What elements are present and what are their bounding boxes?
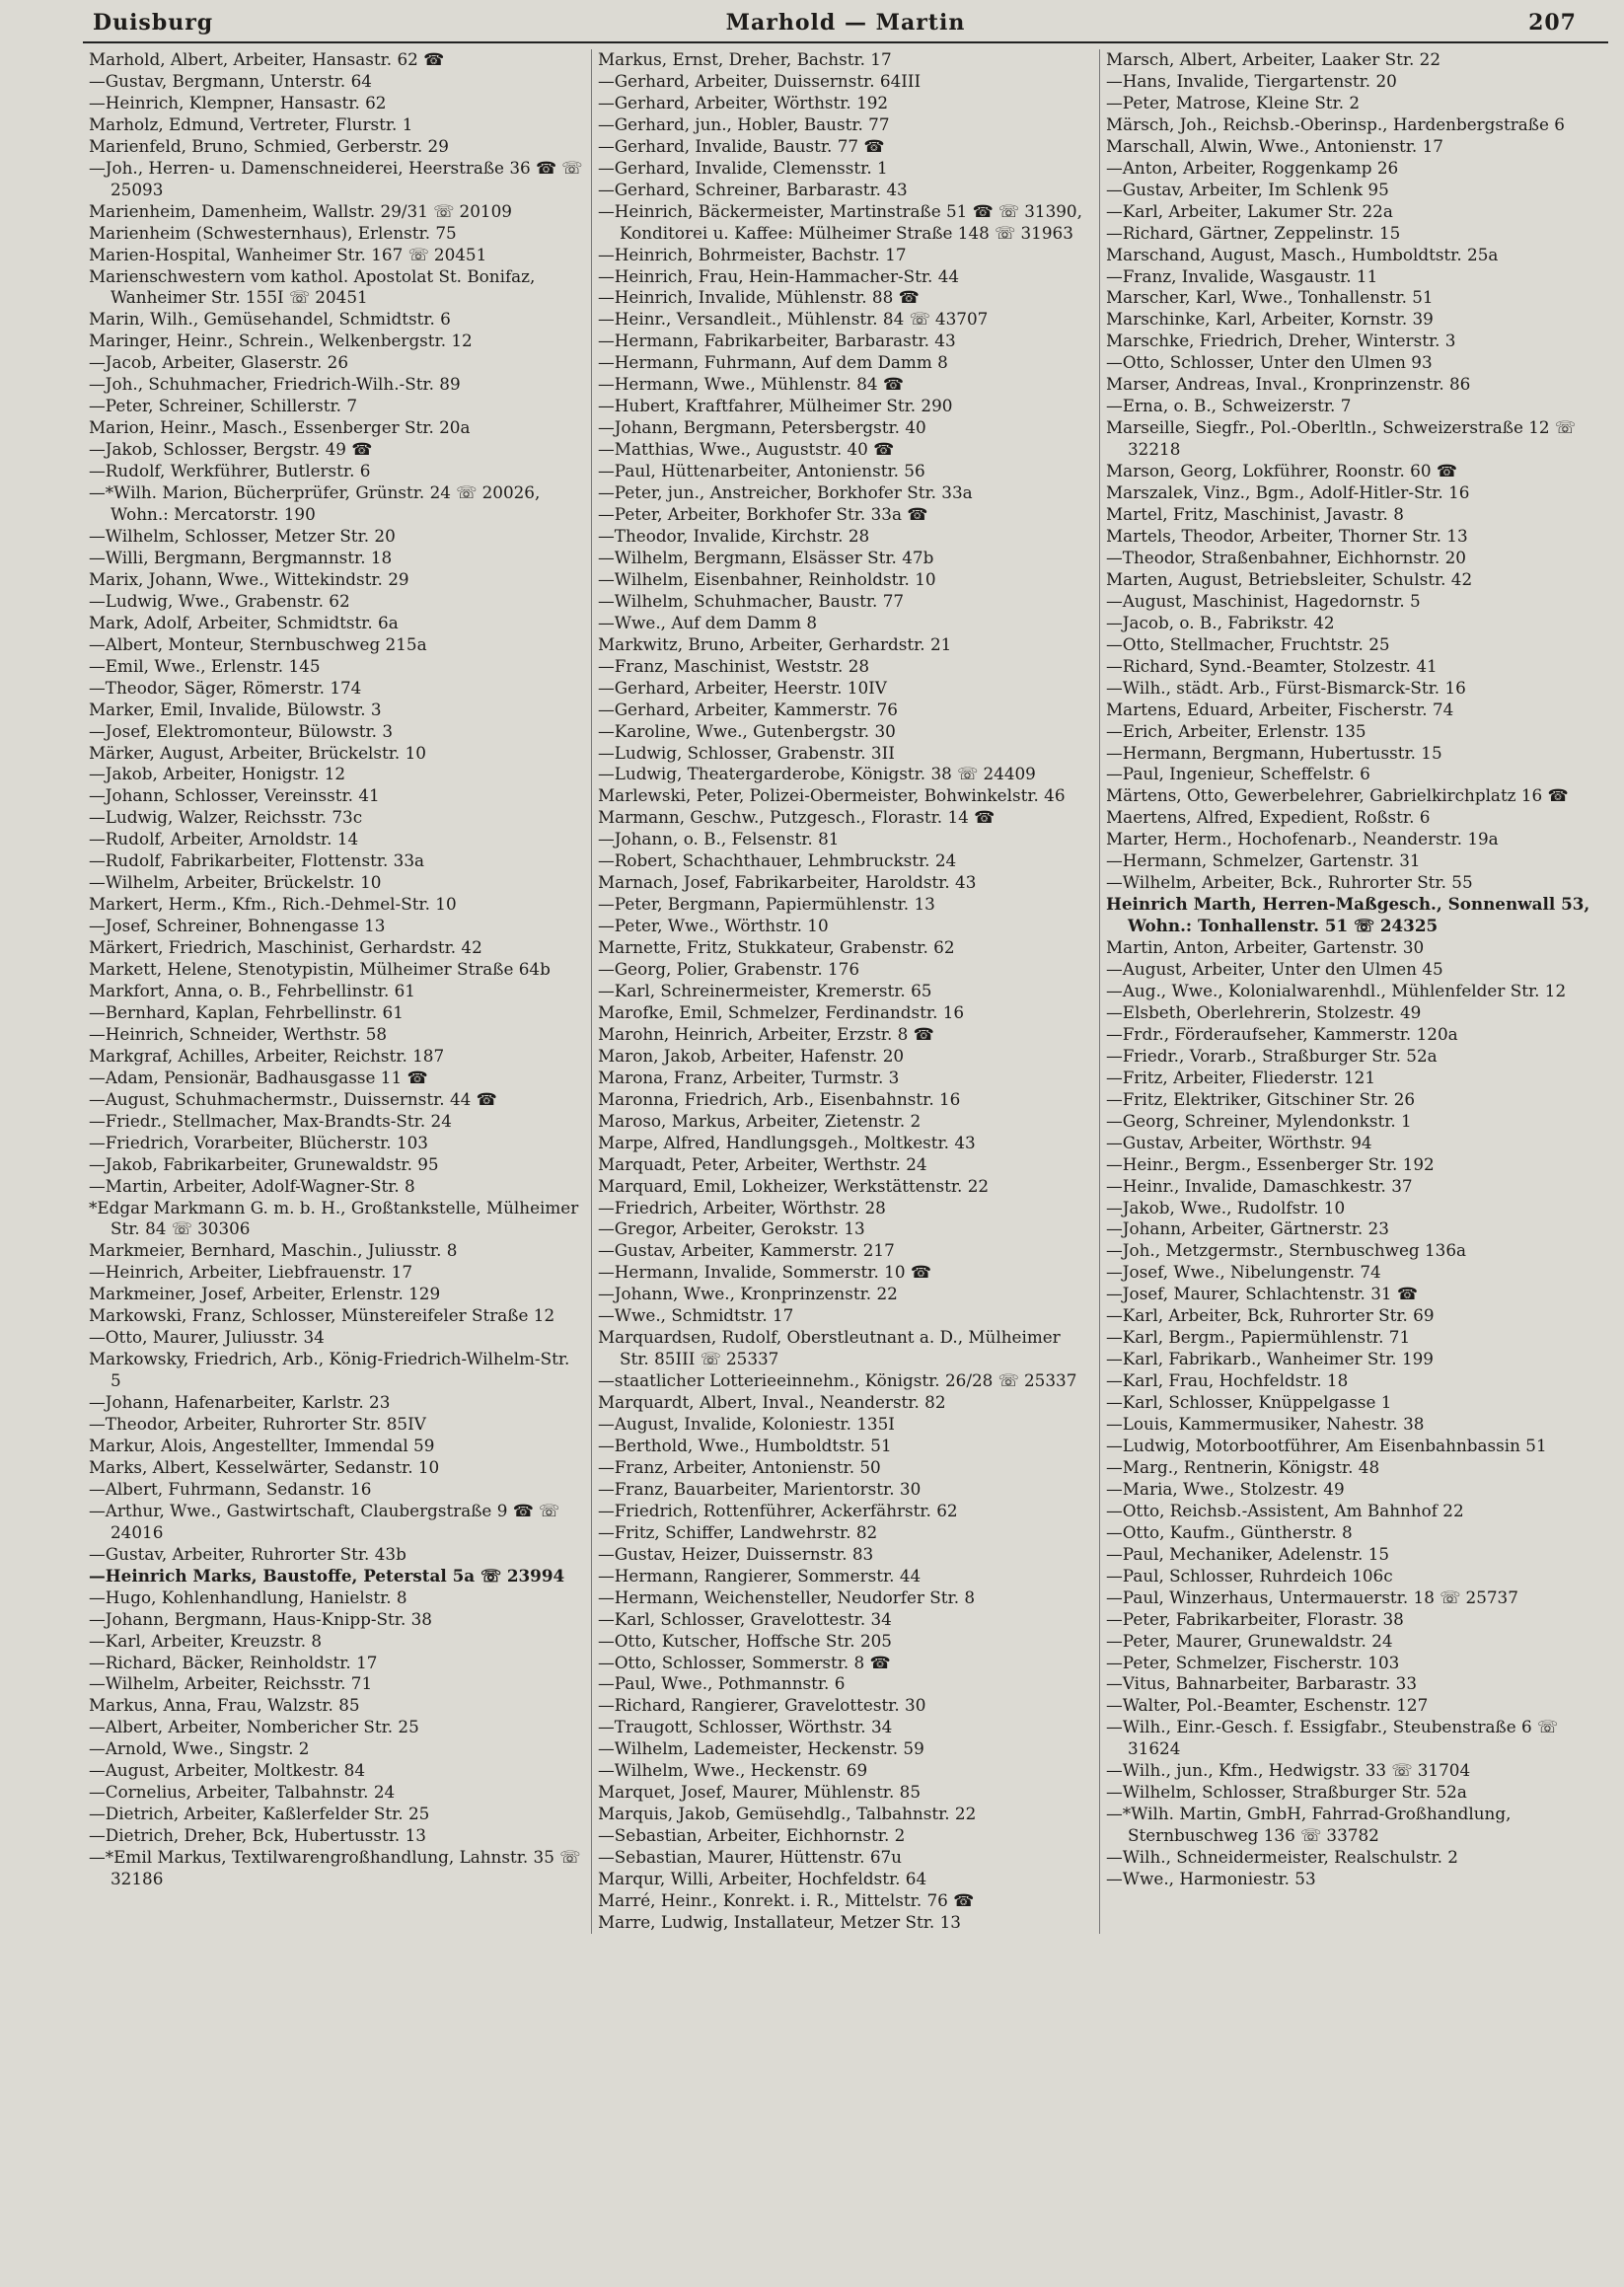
directory-entry: —Peter, jun., Anstreicher, Borkhofer Str. 33a <box>598 482 973 503</box>
directory-entry: —Fritz, Schiffer, Landwehrstr. 82 <box>598 1521 878 1542</box>
directory-entry: —Paul, Wwe., Pothmannstr. 6 <box>598 1673 846 1694</box>
directory-entry: —August, Arbeiter, Unter den Ulmen 45 <box>1106 959 1443 980</box>
directory-entry: —Hans, Invalide, Tiergartenstr. 20 <box>1106 70 1397 91</box>
directory-entry: —*Wilh. Marion, Bücherprüfer, Grünstr. 24 ☏ 20026, Wohn.: Mercatorstr. 190 <box>89 482 541 525</box>
directory-entry: —Johann, Arbeiter, Gärtnerstr. 23 <box>1106 1218 1389 1239</box>
directory-entry: Maroso, Markus, Arbeiter, Zietenstr. 2 <box>598 1110 922 1131</box>
directory-entry: —Joh., Metzgermstr., Sternbuschweg 136a <box>1106 1240 1467 1261</box>
directory-entry: —Ludwig, Wwe., Grabenstr. 62 <box>89 590 350 611</box>
directory-entry: Martin, Anton, Arbeiter, Gartenstr. 30 <box>1106 937 1425 958</box>
directory-entry: —Karl, Frau, Hochfeldstr. 18 <box>1106 1370 1349 1391</box>
directory-entry: —Maria, Wwe., Stolzestr. 49 <box>1106 1478 1345 1499</box>
directory-entry: —*Emil Markus, Textilwarengroßhandlung, Lahnstr. 35 ☏ 32186 <box>89 1847 581 1889</box>
directory-entry: —Josef, Wwe., Nibelungenstr. 74 <box>1106 1262 1381 1283</box>
directory-entry: —Karl, Arbeiter, Bck, Ruhrorter Str. 69 <box>1106 1305 1435 1326</box>
directory-entry: Maringer, Heinr., Schrein., Welkenbergstr. 12 <box>89 331 473 351</box>
directory-entry: —Wwe., Harmoniestr. 53 <box>1106 1869 1316 1889</box>
directory-entry: —Friedr., Vorarb., Straßburger Str. 52a <box>1106 1045 1438 1066</box>
directory-entry: —Otto, Stellmacher, Fruchtstr. 25 <box>1106 633 1390 654</box>
directory-entry: —Peter, Bergmann, Papiermühlenstr. 13 <box>598 894 935 915</box>
directory-entry: Marscher, Karl, Wwe., Tonhallenstr. 51 <box>1106 287 1434 308</box>
directory-entry: —Richard, Rangierer, Gravelottestr. 30 <box>598 1695 926 1716</box>
directory-entry: —Johann, o. B., Felsenstr. 81 <box>598 829 840 849</box>
directory-entry: —Otto, Kutscher, Hoffsche Str. 205 <box>598 1630 892 1651</box>
directory-entry: —Jacob, Arbeiter, Glaserstr. 26 <box>89 352 349 373</box>
directory-entry: —Heinrich, Arbeiter, Liebfrauenstr. 17 <box>89 1262 413 1283</box>
directory-entry: —Adam, Pensionär, Badhausgasse 11 ☎ <box>89 1067 428 1087</box>
page-header <box>83 8 1608 37</box>
directory-entry: —Dietrich, Dreher, Bck, Hubertusstr. 13 <box>89 1825 426 1846</box>
directory-entry: Marion, Heinr., Masch., Essenberger Str. 20a <box>89 417 471 438</box>
directory-entry: —Rudolf, Arbeiter, Arnoldstr. 14 <box>89 829 359 849</box>
directory-entry: Märtens, Otto, Gewerbelehrer, Gabrielkirchplatz 16 ☎ <box>1106 785 1569 806</box>
directory-entry: Marschall, Alwin, Wwe., Antonienstr. 17 <box>1106 135 1443 156</box>
directory-entry: Marszalek, Vinz., Bgm., Adolf-Hitler-Str. 16 <box>1106 482 1470 503</box>
directory-entry: —Hermann, Fuhrmann, Auf dem Damm 8 <box>598 352 948 373</box>
directory-entry: —Joh., Herren- u. Damenschneiderei, Heerstraße 36 ☎ ☏ 25093 <box>89 157 583 199</box>
directory-entry: —Paul, Mechaniker, Adelenstr. 15 <box>1106 1543 1390 1564</box>
directory-entry: —Richard, Synd.-Beamter, Stolzestr. 41 <box>1106 655 1438 676</box>
directory-entry: —Jakob, Schlosser, Bergstr. 49 ☎ <box>89 439 373 460</box>
directory-entry: —Friedrich, Rottenführer, Ackerfährstr. 62 <box>598 1500 958 1520</box>
directory-entry: —Karl, Arbeiter, Kreuzstr. 8 <box>89 1630 323 1651</box>
directory-entry: —Franz, Invalide, Wasgaustr. 11 <box>1106 265 1378 286</box>
directory-entry: Markgraf, Achilles, Arbeiter, Reichstr. 187 <box>89 1045 445 1066</box>
directory-entry: Marnach, Josef, Fabrikarbeiter, Haroldstr. 43 <box>598 872 977 893</box>
directory-entry: —Otto, Schlosser, Unter den Ulmen 93 <box>1106 352 1433 373</box>
directory-entry: —Dietrich, Arbeiter, Kaßlerfelder Str. 25 <box>89 1804 430 1824</box>
directory-entry: Maertens, Alfred, Expedient, Roßstr. 6 <box>1106 807 1431 828</box>
directory-entry: Markmeiner, Josef, Arbeiter, Erlenstr. 129 <box>89 1284 441 1304</box>
directory-entry: —Richard, Bäcker, Reinholdstr. 17 <box>89 1652 378 1672</box>
directory-entry: —Franz, Arbeiter, Antonienstr. 50 <box>598 1456 881 1477</box>
directory-entry: Marker, Emil, Invalide, Bülowstr. 3 <box>89 699 382 719</box>
directory-entry: —Paul, Hüttenarbeiter, Antonienstr. 56 <box>598 461 925 481</box>
directory-entry: —Georg, Polier, Grabenstr. 176 <box>598 959 860 980</box>
directory-entry: —Walter, Pol.-Beamter, Eschenstr. 127 <box>1106 1695 1429 1716</box>
column-3 <box>1099 49 1607 1934</box>
directory-entry: —Gustav, Heizer, Duissernstr. 83 <box>598 1543 874 1564</box>
directory-entry: —Peter, Arbeiter, Borkhofer Str. 33a ☎ <box>598 504 928 525</box>
directory-entry: —Wilhelm, Wwe., Heckenstr. 69 <box>598 1760 868 1781</box>
directory-entry: —Peter, Schreiner, Schillerstr. 7 <box>89 396 358 416</box>
directory-entry: Marien-Hospital, Wanheimer Str. 167 ☏ 20451 <box>89 244 487 264</box>
directory-entry: Marten, August, Betriebsleiter, Schulstr. 42 <box>1106 568 1473 589</box>
directory-entry: Marschinke, Karl, Arbeiter, Kornstr. 39 <box>1106 309 1434 330</box>
directory-entry: —Aug., Wwe., Kolonialwarenhdl., Mühlenfelder Str. 12 <box>1106 980 1567 1000</box>
directory-entry: Märkert, Friedrich, Maschinist, Gerhardstr. 42 <box>89 937 482 958</box>
directory-entry: Markowsky, Friedrich, Arb., König-Friedrich-Wilhelm-Str. 5 <box>89 1349 570 1391</box>
directory-entry: —Karl, Schreinermeister, Kremerstr. 65 <box>598 980 932 1000</box>
directory-entry: —Karoline, Wwe., Gutenbergstr. 30 <box>598 720 896 741</box>
directory-entry: —August, Arbeiter, Moltkestr. 84 <box>89 1760 366 1781</box>
directory-entry: —Heinrich, Bäckermeister, Martinstraße 51 ☎ ☏ 31390, Konditorei u. Kaffee: Mülheimer Straße 148 ☏ 31963 <box>598 200 1082 243</box>
directory-entry: —Cornelius, Arbeiter, Talbahnstr. 24 <box>89 1782 396 1803</box>
directory-entry: Marquardsen, Rudolf, Oberstleutnant a. D., Mülheimer Str. 85III ☏ 25337 <box>598 1327 1061 1369</box>
directory-entry: —Jacob, o. B., Fabrikstr. 42 <box>1106 612 1335 632</box>
directory-entry: Marona, Franz, Arbeiter, Turmstr. 3 <box>598 1067 900 1087</box>
directory-entry: Marqur, Willi, Arbeiter, Hochfeldstr. 64 <box>598 1869 927 1889</box>
directory-entry: —Ludwig, Theatergarderobe, Königstr. 38 ☏ 24409 <box>598 764 1036 784</box>
directory-entry: Marschke, Friedrich, Dreher, Winterstr. 3 <box>1106 331 1456 351</box>
directory-entry: —Arnold, Wwe., Singstr. 2 <box>89 1738 310 1759</box>
directory-entry: —Karl, Arbeiter, Lakumer Str. 22a <box>1106 200 1393 221</box>
directory-entry: —Rudolf, Werkführer, Butlerstr. 6 <box>89 461 371 481</box>
directory-entry: —Berthold, Wwe., Humboldtstr. 51 <box>598 1436 892 1455</box>
directory-entry: —Gerhard, Invalide, Baustr. 77 ☎ <box>598 135 885 156</box>
directory-entry: Maron, Jakob, Arbeiter, Hafenstr. 20 <box>598 1045 905 1066</box>
directory-entry: Märker, August, Arbeiter, Brückelstr. 10 <box>89 742 426 763</box>
directory-entry: Marson, Georg, Lokführer, Roonstr. 60 ☎ <box>1106 461 1457 481</box>
header-city: Duisburg <box>93 10 214 36</box>
directory-entry: —*Wilh. Martin, GmbH, Fahrrad-Großhandlung, Sternbuschweg 136 ☏ 33782 <box>1106 1804 1512 1846</box>
directory-entry: —Johann, Wwe., Kronprinzenstr. 22 <box>598 1284 898 1304</box>
directory-entry: Markwitz, Bruno, Arbeiter, Gerhardstr. 21 <box>598 633 952 654</box>
directory-entry: —Johann, Hafenarbeiter, Karlstr. 23 <box>89 1392 391 1413</box>
directory-entry: Heinrich Marth, Herren-Maßgesch., Sonnenwall 53, Wohn.: Tonhallenstr. 51 ☏ 24325 <box>1106 894 1590 936</box>
directory-entry: Marholz, Edmund, Vertreter, Flurstr. 1 <box>89 113 413 134</box>
directory-entry: —Joh., Schuhmacher, Friedrich-Wilh.-Str. 89 <box>89 374 461 395</box>
directory-entry: —Wilh., städt. Arb., Fürst-Bismarck-Str. 16 <box>1106 677 1466 698</box>
directory-entry: —Johann, Bergmann, Petersbergstr. 40 <box>598 417 926 438</box>
directory-entry: Marter, Herm., Hochofenarb., Neanderstr. 19a <box>1106 829 1499 849</box>
directory-entry: —Frdr., Förderaufseher, Kammerstr. 120a <box>1106 1023 1458 1044</box>
directory-entry: —Friedrich, Arbeiter, Wörthstr. 28 <box>598 1197 886 1217</box>
directory-entry: —Heinrich, Schneider, Werthstr. 58 <box>89 1023 388 1044</box>
directory-entry: Marienfeld, Bruno, Schmied, Gerberstr. 29 <box>89 135 449 156</box>
directory-entry: Marienheim, Damenheim, Wallstr. 29/31 ☏ 20109 <box>89 200 512 221</box>
directory-entry: Marnette, Fritz, Stukkateur, Grabenstr. 62 <box>598 937 955 958</box>
directory-columns <box>83 49 1608 1934</box>
directory-entry: —Karl, Schlosser, Knüppelgasse 1 <box>1106 1392 1392 1413</box>
directory-entry: —Hermann, Wwe., Mühlenstr. 84 ☎ <box>598 374 904 395</box>
directory-entry: —Richard, Gärtner, Zeppelinstr. 15 <box>1106 222 1401 243</box>
directory-entry: —Heinr., Versandleit., Mühlenstr. 84 ☏ 43707 <box>598 309 989 330</box>
directory-entry: Marhold, Albert, Arbeiter, Hansastr. 62 ☎ <box>89 49 445 69</box>
directory-entry: Martens, Eduard, Arbeiter, Fischerstr. 74 <box>1106 699 1454 719</box>
directory-entry: —Heinr., Invalide, Damaschkestr. 37 <box>1106 1175 1413 1196</box>
directory-entry: —Wilhelm, Arbeiter, Brückelstr. 10 <box>89 872 382 893</box>
directory-entry: —Emil, Wwe., Erlenstr. 145 <box>89 655 321 676</box>
directory-entry: Marre, Ludwig, Installateur, Metzer Str. 13 <box>598 1911 961 1932</box>
directory-entry: —Otto, Reichsb.-Assistent, Am Bahnhof 22 <box>1106 1500 1464 1520</box>
directory-entry: Martel, Fritz, Maschinist, Javastr. 8 <box>1106 504 1404 525</box>
directory-entry: —Heinrich, Frau, Hein-Hammacher-Str. 44 <box>598 265 960 286</box>
directory-entry: —Hugo, Kohlenhandlung, Hanielstr. 8 <box>89 1586 407 1607</box>
directory-entry: —Anton, Arbeiter, Roggenkamp 26 <box>1106 157 1399 178</box>
directory-entry: —Elsbeth, Oberlehrerin, Stolzestr. 49 <box>1106 1001 1422 1022</box>
directory-entry: Markert, Herm., Kfm., Rich.-Dehmel-Str. 10 <box>89 894 457 915</box>
directory-entry: Marquard, Emil, Lokheizer, Werkstättenstr. 22 <box>598 1175 990 1196</box>
directory-entry: Markett, Helene, Stenotypistin, Mülheimer Straße 64b <box>89 959 551 980</box>
directory-entry: —Jakob, Arbeiter, Honigstr. 12 <box>89 764 346 784</box>
directory-entry: —Wilhelm, Bergmann, Elsässer Str. 47b <box>598 547 934 567</box>
directory-entry: —Vitus, Bahnarbeiter, Barbarastr. 33 <box>1106 1673 1418 1694</box>
directory-entry: Martels, Theodor, Arbeiter, Thorner Str. 13 <box>1106 525 1468 546</box>
directory-entry: —Albert, Monteur, Sternbuschweg 215a <box>89 633 427 654</box>
directory-entry: —Johann, Bergmann, Haus-Knipp-Str. 38 <box>89 1608 432 1629</box>
directory-entry: —Karl, Schlosser, Gravelottestr. 34 <box>598 1608 892 1629</box>
directory-entry: —Friedr., Stellmacher, Max-Brandts-Str. 24 <box>89 1110 452 1131</box>
directory-entry: —Arthur, Wwe., Gastwirtschaft, Claubergstraße 9 ☎ ☏ 24016 <box>89 1500 559 1542</box>
directory-entry: —Paul, Schlosser, Ruhrdeich 106c <box>1106 1565 1393 1586</box>
header-rule <box>83 41 1608 43</box>
directory-entry: —Gerhard, Invalide, Clemensstr. 1 <box>598 157 888 178</box>
directory-entry: —Theodor, Straßenbahner, Eichhornstr. 20 <box>1106 547 1466 567</box>
directory-entry: Markmeier, Bernhard, Maschin., Juliusstr. 8 <box>89 1240 458 1261</box>
directory-entry: —Jakob, Fabrikarbeiter, Grunewaldstr. 95 <box>89 1153 439 1174</box>
directory-entry: —Gustav, Arbeiter, Im Schlenk 95 <box>1106 179 1389 199</box>
directory-entry: Marré, Heinr., Konrekt. i. R., Mittelstr. 76 ☎ <box>598 1890 975 1911</box>
directory-entry: —Gustav, Bergmann, Unterstr. 64 <box>89 70 372 91</box>
directory-entry: —August, Schuhmachermstr., Duissernstr. 44 ☎ <box>89 1088 497 1109</box>
directory-entry: —August, Invalide, Koloniestr. 135I <box>598 1414 895 1435</box>
column-1 <box>83 49 591 1934</box>
directory-entry: —Ludwig, Motorbootführer, Am Eisenbahnbassin 51 <box>1106 1436 1547 1455</box>
directory-entry: —Peter, Wwe., Wörthstr. 10 <box>598 916 829 936</box>
directory-entry: —Wilhelm, Schlosser, Metzer Str. 20 <box>89 525 396 546</box>
header-range: Marhold — Martin <box>725 10 966 36</box>
directory-entry: —Erna, o. B., Schweizerstr. 7 <box>1106 396 1352 416</box>
directory-entry: —Theodor, Arbeiter, Ruhrorter Str. 85IV <box>89 1414 426 1435</box>
directory-entry: —Willi, Bergmann, Bergmannstr. 18 <box>89 547 393 567</box>
directory-entry: —Hubert, Kraftfahrer, Mülheimer Str. 290 <box>598 396 953 416</box>
directory-entry: —Heinrich Marks, Baustoffe, Peterstal 5a ☏ 23994 <box>89 1565 565 1586</box>
directory-entry: —Sebastian, Maurer, Hüttenstr. 67u <box>598 1847 902 1868</box>
directory-entry: —Hermann, Bergmann, Hubertusstr. 15 <box>1106 742 1442 763</box>
directory-entry: Marix, Johann, Wwe., Wittekindstr. 29 <box>89 568 409 589</box>
directory-entry: —Josef, Schreiner, Bohnengasse 13 <box>89 916 386 936</box>
directory-entry: —Peter, Maurer, Grunewaldstr. 24 <box>1106 1630 1393 1651</box>
directory-entry: —Theodor, Säger, Römerstr. 174 <box>89 677 362 698</box>
directory-entry: Marser, Andreas, Inval., Kronprinzenstr. 86 <box>1106 374 1471 395</box>
directory-entry: —Wilh., Einr.-Gesch. f. Essigfabr., Steubenstraße 6 ☏ 31624 <box>1106 1717 1559 1759</box>
directory-entry: Marquardt, Albert, Inval., Neanderstr. 82 <box>598 1392 946 1413</box>
directory-entry: —Wwe., Auf dem Damm 8 <box>598 612 818 632</box>
directory-entry: —Wilh., Schneidermeister, Realschulstr. 2 <box>1106 1847 1458 1868</box>
directory-entry: —Erich, Arbeiter, Erlenstr. 135 <box>1106 720 1366 741</box>
directory-entry: Marienheim (Schwesternhaus), Erlenstr. 75 <box>89 222 457 243</box>
directory-entry: —Wilhelm, Eisenbahner, Reinholdstr. 10 <box>598 568 936 589</box>
directory-entry: —Rudolf, Fabrikarbeiter, Flottenstr. 33a <box>89 850 425 871</box>
directory-entry: —Ludwig, Schlosser, Grabenstr. 3II <box>598 742 895 763</box>
directory-entry: —Heinrich, Bohrmeister, Bachstr. 17 <box>598 244 907 264</box>
directory-entry: Marschand, August, Masch., Humboldtstr. 25a <box>1106 244 1499 264</box>
directory-entry: —Wilhelm, Schuhmacher, Baustr. 77 <box>598 590 905 611</box>
directory-entry: —Franz, Maschinist, Weststr. 28 <box>598 655 870 676</box>
directory-entry: Marohn, Heinrich, Arbeiter, Erzstr. 8 ☎ <box>598 1023 934 1044</box>
directory-entry: —Traugott, Schlosser, Wörthstr. 34 <box>598 1717 893 1737</box>
directory-entry: —Gregor, Arbeiter, Gerokstr. 13 <box>598 1218 865 1239</box>
directory-entry: —Hermann, Fabrikarbeiter, Barbarastr. 43 <box>598 331 956 351</box>
directory-entry: —Sebastian, Arbeiter, Eichhornstr. 2 <box>598 1825 906 1846</box>
directory-entry: —Wilhelm, Arbeiter, Bck., Ruhrorter Str. 55 <box>1106 872 1473 893</box>
directory-entry: —Matthias, Wwe., Auguststr. 40 ☎ <box>598 439 895 460</box>
directory-entry: —Jakob, Wwe., Rudolfstr. 10 <box>1106 1197 1346 1217</box>
directory-entry: —Heinr., Bergm., Essenberger Str. 192 <box>1106 1153 1435 1174</box>
directory-entry: —Gerhard, Schreiner, Barbarastr. 43 <box>598 179 908 199</box>
directory-entry: Marlewski, Peter, Polizei-Obermeister, Bohwinkelstr. 46 <box>598 785 1066 806</box>
directory-entry: —August, Maschinist, Hagedornstr. 5 <box>1106 590 1421 611</box>
directory-entry: —Gerhard, Arbeiter, Heerstr. 10IV <box>598 677 887 698</box>
directory-entry: Mark, Adolf, Arbeiter, Schmidtstr. 6a <box>89 612 399 632</box>
directory-entry: —Gustav, Arbeiter, Wörthstr. 94 <box>1106 1132 1372 1152</box>
directory-entry: —Otto, Schlosser, Sommerstr. 8 ☎ <box>598 1652 891 1672</box>
directory-entry: —staatlicher Lotterieeinnehm., Königstr. 26/28 ☏ 25337 <box>598 1370 1077 1391</box>
directory-entry: —Martin, Arbeiter, Adolf-Wagner-Str. 8 <box>89 1175 415 1196</box>
directory-entry: Marin, Wilh., Gemüsehandel, Schmidtstr. 6 <box>89 309 451 330</box>
directory-entry: —Hermann, Weichensteller, Neudorfer Str. 8 <box>598 1586 976 1607</box>
directory-entry: Marienschwestern vom kathol. Apostolat St. Bonifaz, Wanheimer Str. 155I ☏ 20451 <box>89 265 536 308</box>
directory-entry: Märsch, Joh., Reichsb.-Oberinsp., Hardenbergstraße 6 <box>1106 113 1565 134</box>
directory-entry: —Heinrich, Klempner, Hansastr. 62 <box>89 92 387 112</box>
directory-entry: Marmann, Geschw., Putzgesch., Florastr. 14 ☎ <box>598 807 996 828</box>
directory-entry: —Wilhelm, Arbeiter, Reichsstr. 71 <box>89 1673 373 1694</box>
directory-entry: Markus, Ernst, Dreher, Bachstr. 17 <box>598 49 892 69</box>
directory-entry: —Josef, Elektromonteur, Bülowstr. 3 <box>89 720 394 741</box>
directory-entry: —Ludwig, Walzer, Reichsstr. 73c <box>89 807 363 828</box>
directory-entry: —Otto, Kaufm., Güntherstr. 8 <box>1106 1521 1353 1542</box>
directory-entry: —Gerhard, Arbeiter, Wörthstr. 192 <box>598 92 889 112</box>
directory-entry: —Gerhard, Arbeiter, Duissernstr. 64III <box>598 70 922 91</box>
directory-entry: —Fritz, Elektriker, Gitschiner Str. 26 <box>1106 1088 1416 1109</box>
directory-entry: —Theodor, Invalide, Kirchstr. 28 <box>598 525 870 546</box>
directory-entry: —Wilhelm, Lademeister, Heckenstr. 59 <box>598 1738 924 1759</box>
directory-entry: —Wilh., jun., Kfm., Hedwigstr. 33 ☏ 31704 <box>1106 1760 1471 1781</box>
directory-entry: Marquis, Jakob, Gemüsehdlg., Talbahnstr. 22 <box>598 1804 977 1824</box>
directory-entry: —Louis, Kammermusiker, Nahestr. 38 <box>1106 1414 1425 1435</box>
directory-entry: —Wwe., Schmidtstr. 17 <box>598 1305 794 1326</box>
directory-entry: Markur, Alois, Angestellter, Immendal 59 <box>89 1436 435 1455</box>
page-number: 207 <box>1528 10 1577 36</box>
directory-entry: —Johann, Schlosser, Vereinsstr. 41 <box>89 785 380 806</box>
directory-entry: *Edgar Markmann G. m. b. H., Großtankstelle, Mülheimer Str. 84 ☏ 30306 <box>89 1197 579 1239</box>
directory-entry: —Albert, Fuhrmann, Sedanstr. 16 <box>89 1478 372 1499</box>
directory-entry: Marquadt, Peter, Arbeiter, Werthstr. 24 <box>598 1153 927 1174</box>
directory-entry: —Georg, Schreiner, Mylendonkstr. 1 <box>1106 1110 1412 1131</box>
directory-entry: —Paul, Winzerhaus, Untermauerstr. 18 ☏ 25737 <box>1106 1586 1518 1607</box>
column-2 <box>591 49 1099 1934</box>
directory-entry: —Peter, Schmelzer, Fischerstr. 103 <box>1106 1652 1400 1672</box>
directory-entry: —Otto, Maurer, Juliusstr. 34 <box>89 1327 325 1348</box>
directory-entry: —Gerhard, jun., Hobler, Baustr. 77 <box>598 113 890 134</box>
directory-entry: —Heinrich, Invalide, Mühlenstr. 88 ☎ <box>598 287 920 308</box>
directory-entry: —Hermann, Schmelzer, Gartenstr. 31 <box>1106 850 1421 871</box>
directory-entry: —Gustav, Arbeiter, Kammerstr. 217 <box>598 1240 895 1261</box>
directory-entry: Markowski, Franz, Schlosser, Münstereifeler Straße 12 <box>89 1305 555 1326</box>
directory-entry: —Bernhard, Kaplan, Fehrbellinstr. 61 <box>89 1001 404 1022</box>
directory-entry: —Peter, Matrose, Kleine Str. 2 <box>1106 92 1361 112</box>
directory-entry: —Robert, Schachthauer, Lehmbruckstr. 24 <box>598 850 957 871</box>
directory-entry: —Karl, Bergm., Papiermühlenstr. 71 <box>1106 1327 1411 1348</box>
directory-entry: —Fritz, Arbeiter, Fliederstr. 121 <box>1106 1067 1376 1087</box>
directory-entry: —Hermann, Rangierer, Sommerstr. 44 <box>598 1565 922 1586</box>
directory-entry: —Marg., Rentnerin, Königstr. 48 <box>1106 1456 1380 1477</box>
directory-entry: Marseille, Siegfr., Pol.-Oberltln., Schweizerstraße 12 ☏ 32218 <box>1106 417 1576 460</box>
directory-entry: —Karl, Fabrikarb., Wanheimer Str. 199 <box>1106 1349 1434 1369</box>
directory-entry: —Albert, Arbeiter, Nombericher Str. 25 <box>89 1717 419 1737</box>
directory-entry: —Peter, Fabrikarbeiter, Florastr. 38 <box>1106 1608 1404 1629</box>
directory-entry: Maronna, Friedrich, Arb., Eisenbahnstr. 16 <box>598 1088 961 1109</box>
directory-entry: —Hermann, Invalide, Sommerstr. 10 ☎ <box>598 1262 931 1283</box>
directory-entry: Markfort, Anna, o. B., Fehrbellinstr. 61 <box>89 980 415 1000</box>
directory-entry: —Friedrich, Vorarbeiter, Blücherstr. 103 <box>89 1132 428 1152</box>
directory-entry: —Gustav, Arbeiter, Ruhrorter Str. 43b <box>89 1543 406 1564</box>
directory-entry: Marofke, Emil, Schmelzer, Ferdinandstr. 16 <box>598 1001 965 1022</box>
directory-entry: Marsch, Albert, Arbeiter, Laaker Str. 22 <box>1106 49 1441 69</box>
directory-entry: Marquet, Josef, Maurer, Mühlenstr. 85 <box>598 1782 922 1803</box>
directory-entry: —Josef, Maurer, Schlachtenstr. 31 ☎ <box>1106 1284 1418 1304</box>
directory-entry: Marpe, Alfred, Handlungsgeh., Moltkestr. 43 <box>598 1132 976 1152</box>
directory-entry: —Paul, Ingenieur, Scheffelstr. 6 <box>1106 764 1370 784</box>
directory-entry: Marks, Albert, Kesselwärter, Sedanstr. 10 <box>89 1456 440 1477</box>
directory-entry: —Franz, Bauarbeiter, Marientorstr. 30 <box>598 1478 922 1499</box>
directory-entry: Markus, Anna, Frau, Walzstr. 85 <box>89 1695 360 1716</box>
directory-entry: —Gerhard, Arbeiter, Kammerstr. 76 <box>598 699 898 719</box>
directory-entry: —Wilhelm, Schlosser, Straßburger Str. 52a <box>1106 1782 1467 1803</box>
